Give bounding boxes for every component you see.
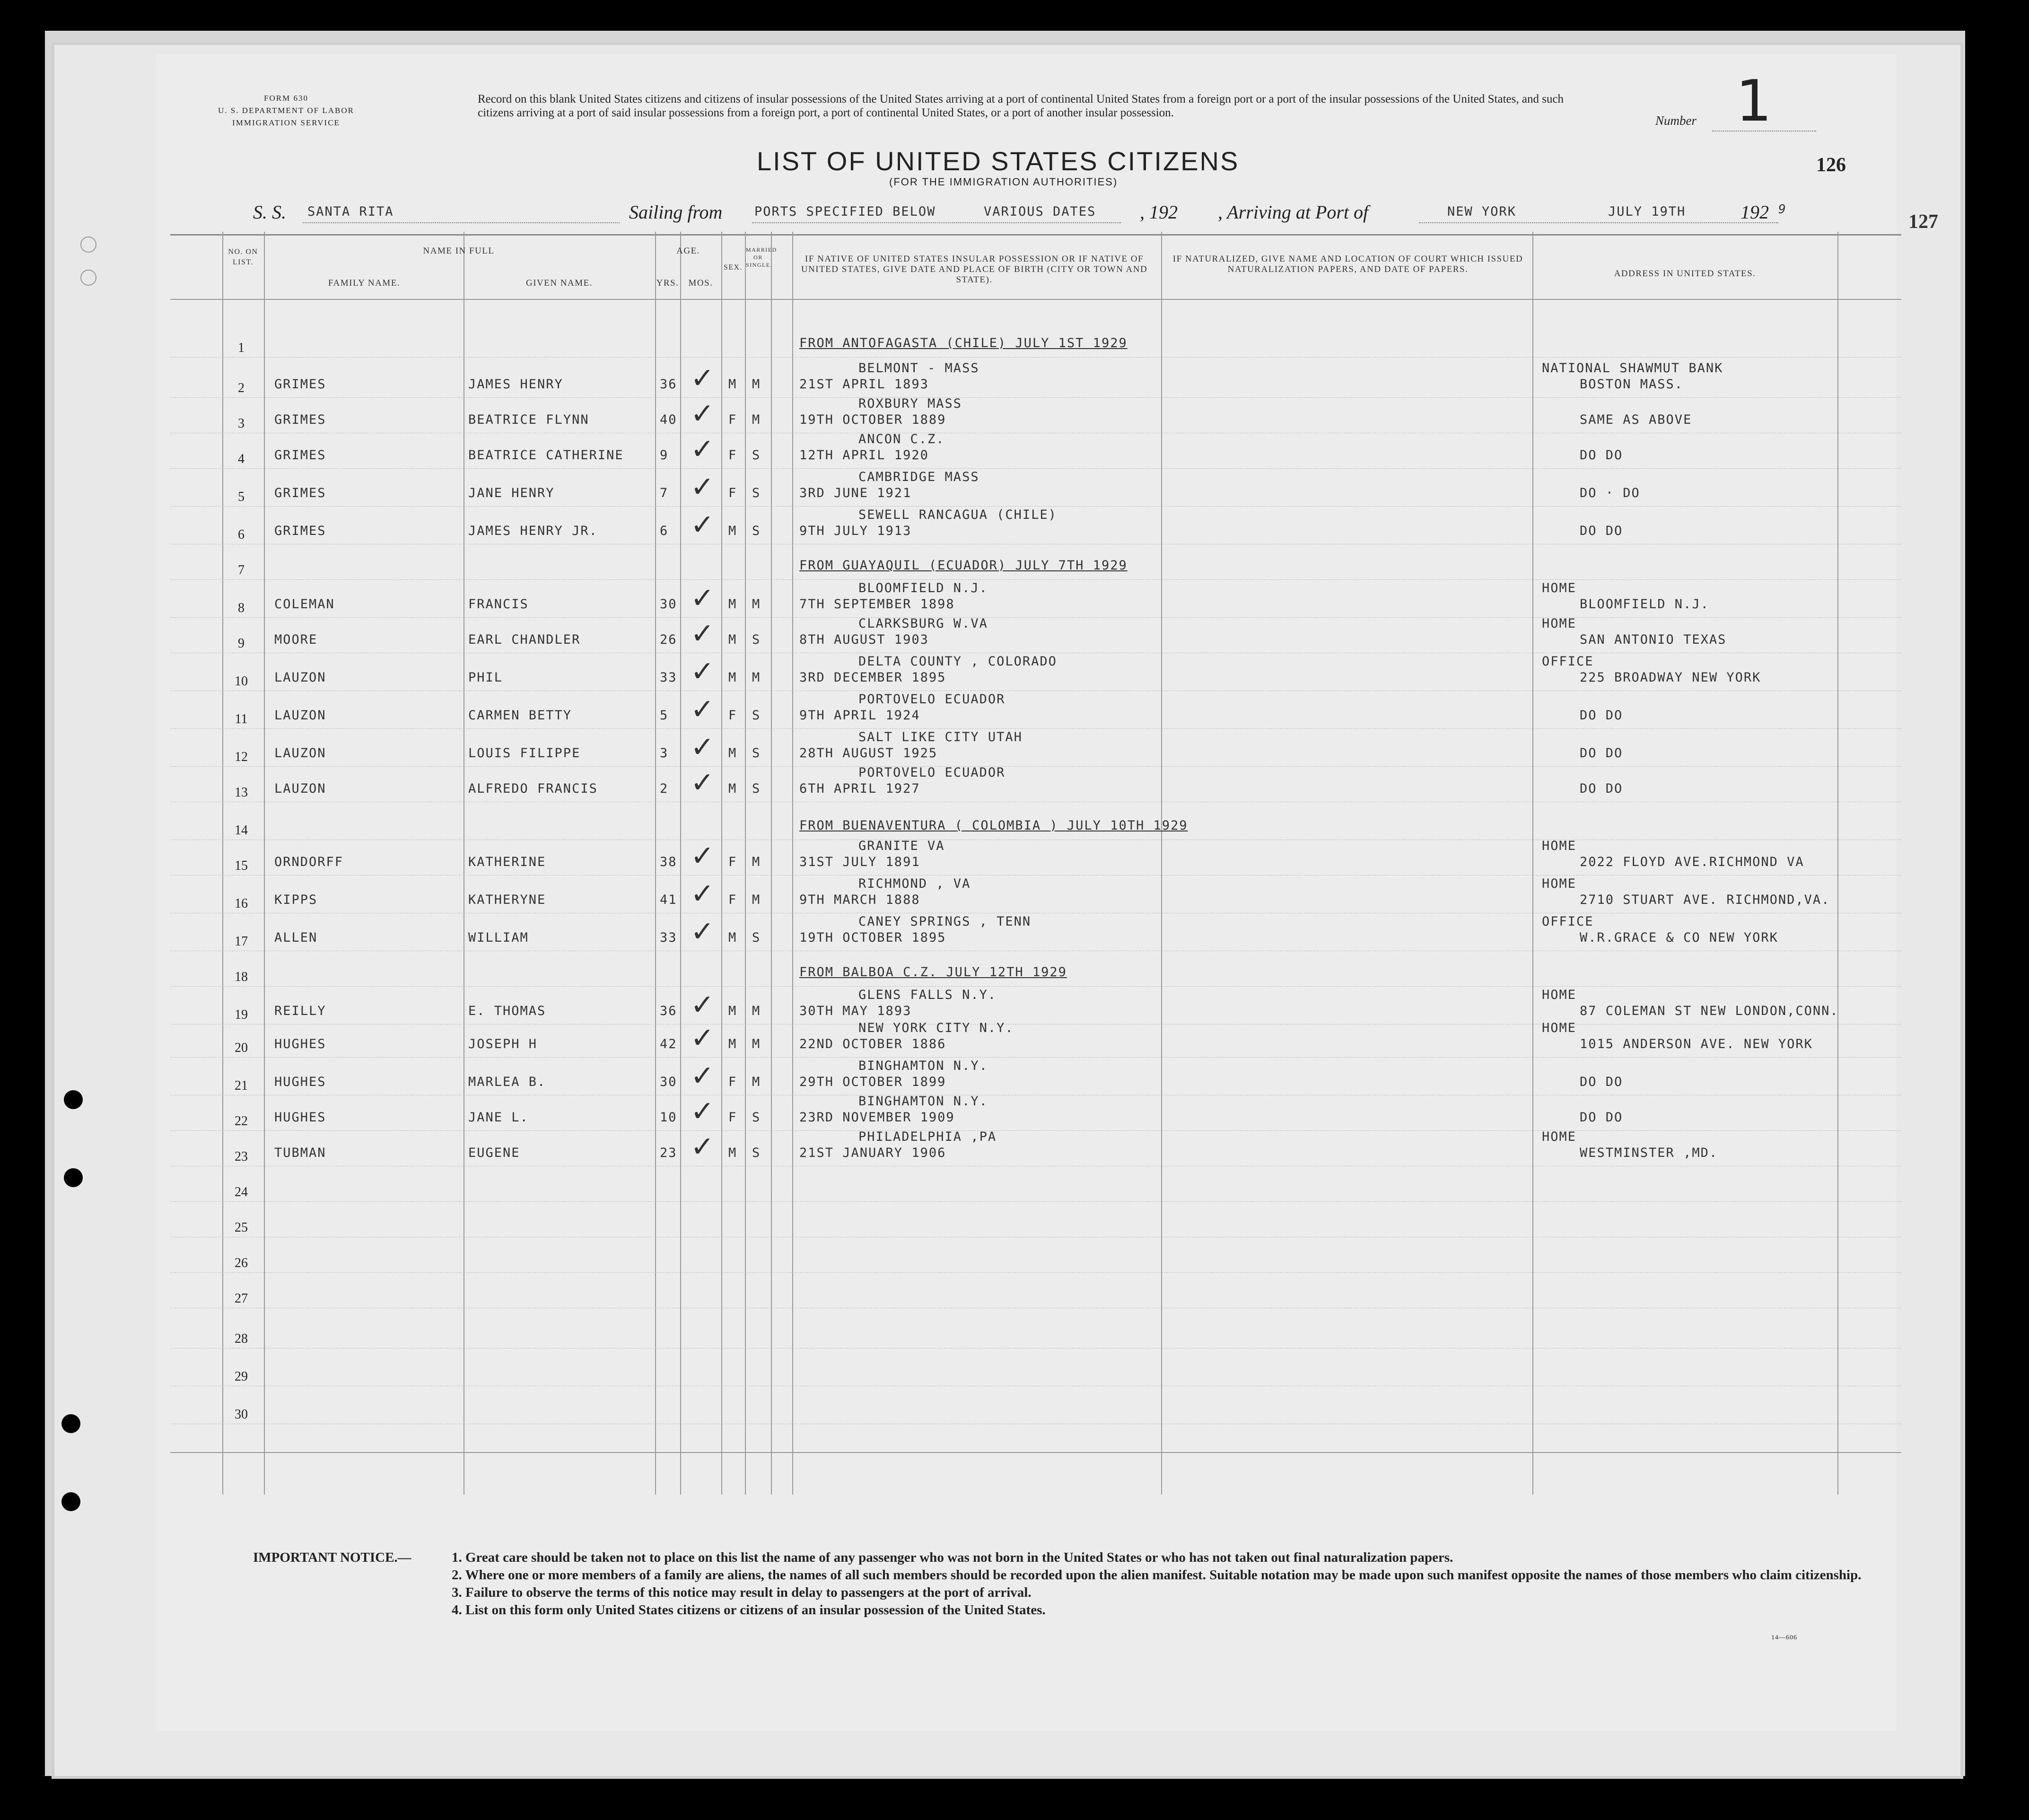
col-address: ADDRESS IN UNITED STATES. bbox=[1614, 269, 1756, 279]
given-name: JOSEPH H bbox=[468, 1037, 538, 1051]
address-line-1: OFFICE bbox=[1542, 914, 1594, 929]
col-sex: SEX. bbox=[723, 263, 743, 271]
col-no: NO. ON LIST. bbox=[228, 248, 258, 266]
punch-hole bbox=[80, 236, 96, 253]
given-name: PHIL bbox=[468, 670, 503, 685]
birth-place: BELMONT - MASS bbox=[858, 361, 980, 376]
col-married: MARRIED OR SINGLE. bbox=[746, 246, 777, 268]
row-rule bbox=[170, 1130, 1901, 1131]
sex: F bbox=[728, 1075, 737, 1089]
age-years: 5 bbox=[660, 708, 669, 723]
family-name: LAUZON bbox=[274, 670, 326, 685]
birth-date: 9TH MARCH 1888 bbox=[799, 892, 920, 907]
address-line-1: HOME bbox=[1542, 876, 1577, 891]
given-name: JANE L. bbox=[468, 1110, 529, 1125]
check-mark: ✓ bbox=[691, 1130, 715, 1164]
marital-status: S bbox=[752, 486, 761, 500]
address-line-1: HOME bbox=[1542, 581, 1577, 595]
row-number: 13 bbox=[235, 785, 248, 800]
notice-item: 3. Failure to observe the terms of this notice may result in delay to passengers at the port of arrival. bbox=[452, 1585, 1032, 1600]
address-line-2: BOSTON MASS. bbox=[1580, 377, 1684, 392]
sex: M bbox=[728, 377, 737, 392]
address-line-2: DO DO bbox=[1580, 524, 1623, 538]
row-number: 5 bbox=[238, 490, 245, 504]
given-name: KATHERYNE bbox=[468, 892, 546, 907]
family-name: LAUZON bbox=[274, 746, 326, 761]
marital-status: M bbox=[752, 855, 761, 869]
sailing-dates: VARIOUS DATES bbox=[984, 204, 1096, 219]
given-name: BEATRICE FLYNN bbox=[468, 412, 589, 427]
birth-place: CANEY SPRINGS , TENN bbox=[858, 914, 1032, 929]
notice-lead: IMPORTANT NOTICE.— bbox=[253, 1550, 411, 1565]
sex: M bbox=[728, 1037, 737, 1051]
birth-place: PORTOVELO ECUADOR bbox=[858, 765, 1006, 780]
birth-date: 12TH APRIL 1920 bbox=[799, 448, 929, 463]
row-number: 4 bbox=[238, 452, 245, 466]
age-years: 7 bbox=[660, 486, 669, 500]
age-years: 10 bbox=[660, 1110, 677, 1125]
family-name: HUGHES bbox=[274, 1110, 326, 1125]
row-number: 18 bbox=[235, 970, 248, 984]
arrival-port: NEW YORK bbox=[1447, 204, 1517, 219]
age-years: 42 bbox=[660, 1037, 677, 1051]
col-yrs: YRS. bbox=[656, 278, 679, 288]
row-rule bbox=[170, 357, 1901, 358]
family-name: GRIMES bbox=[274, 448, 326, 463]
row-number: 20 bbox=[235, 1041, 248, 1055]
sex: F bbox=[728, 486, 737, 500]
birth-place: SALT LIKE CITY UTAH bbox=[858, 730, 1023, 744]
row-number: 24 bbox=[235, 1185, 248, 1199]
address-line-2: DO DO bbox=[1580, 781, 1623, 796]
notice-item: 4. List on this form only United States citizens or citizens of an insular possession of the United States. bbox=[452, 1602, 1046, 1618]
sailing-from: PORTS SPECIFIED BELOW bbox=[754, 204, 936, 219]
check-mark: ✓ bbox=[691, 362, 715, 395]
sex: M bbox=[728, 1004, 737, 1018]
row-number: 22 bbox=[235, 1114, 248, 1129]
page-title: LIST OF UNITED STATES CITIZENS bbox=[757, 146, 1240, 176]
col-family: FAMILY NAME. bbox=[328, 278, 401, 288]
punch-hole bbox=[61, 1492, 80, 1511]
number-label: Number bbox=[1655, 114, 1697, 128]
birth-date: 21ST APRIL 1893 bbox=[799, 377, 929, 392]
arrival-year-digit: 9 bbox=[1778, 202, 1787, 217]
page-number-under: 127 bbox=[1908, 211, 1938, 233]
birth-date: 3RD JUNE 1921 bbox=[799, 486, 912, 500]
given-name: MARLEA B. bbox=[468, 1075, 546, 1089]
form-code: 14—606 bbox=[1771, 1634, 1797, 1641]
arrival-year: 192 bbox=[1740, 201, 1769, 223]
sailing-label: Sailing from bbox=[629, 201, 723, 223]
row-rule bbox=[170, 579, 1901, 580]
row-number: 12 bbox=[235, 750, 248, 764]
address-line-1: NATIONAL SHAWMUT BANK bbox=[1542, 361, 1723, 376]
birth-place: BINGHAMTON N.Y. bbox=[858, 1094, 988, 1109]
family-name: TUBMAN bbox=[274, 1146, 326, 1160]
sex: F bbox=[728, 855, 737, 869]
row-number: 16 bbox=[235, 896, 248, 911]
sex: M bbox=[728, 746, 737, 761]
birth-date: 21ST JANUARY 1906 bbox=[799, 1146, 946, 1160]
row-number: 29 bbox=[235, 1369, 248, 1384]
row-rule bbox=[170, 1272, 1901, 1273]
given-name: JANE HENRY bbox=[468, 486, 555, 500]
birth-place: DELTA COUNTY , COLORADO bbox=[858, 654, 1057, 669]
given-name: EUGENE bbox=[468, 1146, 520, 1160]
birth-date: 7TH SEPTEMBER 1898 bbox=[799, 597, 955, 612]
col-age: AGE. bbox=[676, 246, 700, 256]
sex: M bbox=[728, 524, 737, 538]
birth-place: PORTOVELO ECUADOR bbox=[858, 692, 1006, 707]
birth-date: 19TH OCTOBER 1889 bbox=[799, 412, 946, 427]
marital-status: M bbox=[752, 670, 761, 685]
row-number: 23 bbox=[235, 1149, 248, 1164]
col-name: NAME IN FULL bbox=[423, 246, 495, 256]
family-name: HUGHES bbox=[274, 1075, 326, 1089]
row-rule bbox=[170, 506, 1901, 507]
row-rule bbox=[170, 617, 1901, 618]
record-note: Record on this blank United States citizens and citizens of insular possessions of the United States arriving at a port of continental United States from a foreign port or a port of the insular possessions of the United States, and such citizens arriving at a port of said insular possessions from a foreign port, a port of continental United States, or a port of another insular possession. bbox=[478, 93, 1564, 119]
number-field bbox=[1655, 69, 1772, 134]
birth-place: CLARKSBURG W.VA bbox=[858, 616, 988, 631]
col-mos: MOS. bbox=[688, 278, 713, 288]
section-heading: FROM BALBOA C.Z. JULY 12TH 1929 bbox=[799, 965, 1067, 980]
form-number: FORM 630 bbox=[264, 94, 308, 103]
row-rule bbox=[170, 1201, 1901, 1202]
birth-date: 29TH OCTOBER 1899 bbox=[799, 1075, 946, 1089]
address-line-2: DO DO bbox=[1580, 746, 1623, 761]
col-naturalized: IF NATURALIZED, GIVE NAME AND LOCATION OF COURT WHICH ISSUED NATURALIZATION PAPERS, AND DATE OF PAPERS. bbox=[1172, 254, 1523, 274]
address-line-2: 2710 STUART AVE. RICHMOND,VA. bbox=[1580, 892, 1830, 907]
marital-status: S bbox=[752, 781, 761, 796]
check-mark: ✓ bbox=[691, 508, 715, 542]
row-rule bbox=[170, 397, 1901, 398]
notice-item: 2. Where one or more members of a family are aliens, the names of all such members should be recorded upon the alien manifest. Suitable notation may be made upon such manifest opposite the names of those members who claim citizenship. bbox=[452, 1567, 1862, 1583]
punch-hole bbox=[61, 1414, 80, 1433]
family-name: ORNDORFF bbox=[274, 855, 344, 869]
address-line-2: 1015 ANDERSON AVE. NEW YORK bbox=[1580, 1037, 1813, 1051]
age-years: 9 bbox=[660, 448, 669, 463]
marital-status: M bbox=[752, 1004, 761, 1018]
year-prefix: , 192 bbox=[1140, 201, 1178, 223]
address-line-2: SAN ANTONIO TEXAS bbox=[1580, 632, 1727, 647]
row-number: 25 bbox=[235, 1220, 248, 1235]
address-line-2: W.R.GRACE & CO NEW YORK bbox=[1580, 930, 1778, 945]
address-line-2: WESTMINSTER ,MD. bbox=[1580, 1146, 1718, 1160]
row-rule bbox=[170, 728, 1901, 729]
check-mark: ✓ bbox=[691, 433, 715, 466]
check-mark: ✓ bbox=[691, 582, 715, 615]
family-name: KIPPS bbox=[274, 892, 318, 907]
birth-place: PHILADELPHIA ,PA bbox=[858, 1129, 997, 1144]
address-line-1: OFFICE bbox=[1542, 654, 1594, 669]
check-mark: ✓ bbox=[691, 1022, 715, 1055]
given-name: ALFREDO FRANCIS bbox=[468, 781, 598, 796]
marital-status: S bbox=[752, 708, 761, 723]
row-rule bbox=[170, 986, 1901, 987]
age-years: 6 bbox=[660, 524, 669, 538]
birth-date: 9TH JULY 1913 bbox=[799, 524, 912, 538]
given-name: KATHERINE bbox=[468, 855, 546, 869]
address-line-2: DO DO bbox=[1580, 1110, 1623, 1125]
age-years: 26 bbox=[660, 632, 677, 647]
notice-item: 1. Great care should be taken not to place on this list the name of any passenger who was not born in the United States or who has not taken out final naturalization papers. bbox=[452, 1550, 1453, 1565]
marital-status: S bbox=[752, 930, 761, 945]
birth-place: BINGHAMTON N.Y. bbox=[858, 1059, 988, 1073]
page-subtitle: (FOR THE IMMIGRATION AUTHORITIES) bbox=[889, 176, 1118, 188]
col-given: GIVEN NAME. bbox=[525, 278, 593, 288]
check-mark: ✓ bbox=[691, 989, 715, 1022]
sex: M bbox=[728, 1146, 737, 1160]
birth-date: 28TH AUGUST 1925 bbox=[799, 746, 938, 761]
family-name: LAUZON bbox=[274, 781, 326, 796]
birth-place: NEW YORK CITY N.Y. bbox=[858, 1021, 1014, 1035]
address-line-2: DO DO bbox=[1580, 708, 1623, 723]
birth-date: 6TH APRIL 1927 bbox=[799, 781, 920, 796]
age-years: 23 bbox=[660, 1146, 677, 1160]
age-years: 2 bbox=[660, 781, 669, 796]
birth-place: BLOOMFIELD N.J. bbox=[858, 581, 988, 595]
marital-status: M bbox=[752, 377, 761, 392]
birth-date: 30TH MAY 1893 bbox=[799, 1004, 912, 1018]
address-line-1: HOME bbox=[1542, 988, 1577, 1002]
check-mark: ✓ bbox=[691, 1095, 715, 1128]
sex: F bbox=[728, 448, 737, 463]
age-years: 3 bbox=[660, 746, 669, 761]
birth-date: 22ND OCTOBER 1886 bbox=[799, 1037, 946, 1051]
sex: F bbox=[728, 708, 737, 723]
check-mark: ✓ bbox=[691, 397, 715, 430]
address-line-1: HOME bbox=[1542, 1129, 1577, 1144]
row-number: 14 bbox=[235, 823, 248, 838]
address-line-2: 2022 FLOYD AVE.RICHMOND VA bbox=[1580, 855, 1804, 869]
age-years: 33 bbox=[660, 930, 677, 945]
birth-date: 9TH APRIL 1924 bbox=[799, 708, 920, 723]
age-years: 38 bbox=[660, 855, 677, 869]
check-mark: ✓ bbox=[691, 617, 715, 650]
family-name: ALLEN bbox=[274, 930, 318, 945]
given-name: JAMES HENRY bbox=[468, 377, 563, 392]
age-years: 36 bbox=[660, 1004, 677, 1018]
birth-place: ROXBURY MASS bbox=[858, 396, 962, 411]
row-number: 7 bbox=[238, 563, 245, 578]
punch-hole bbox=[64, 1168, 83, 1187]
punch-hole bbox=[64, 1090, 83, 1109]
birth-date: 3RD DECEMBER 1895 bbox=[799, 670, 946, 685]
birth-place: SEWELL RANCAGUA (CHILE) bbox=[858, 508, 1057, 522]
section-heading: FROM BUENAVENTURA ( COLOMBIA ) JULY 10TH 1929 bbox=[799, 818, 1188, 833]
row-number: 1 bbox=[238, 341, 245, 355]
service: IMMIGRATION SERVICE bbox=[232, 118, 340, 127]
form-header bbox=[163, 92, 409, 129]
age-years: 30 bbox=[660, 1075, 677, 1089]
ss-label: S. S. bbox=[253, 201, 286, 223]
age-years: 30 bbox=[660, 597, 677, 612]
row-number: 10 bbox=[235, 674, 248, 689]
row-number: 28 bbox=[235, 1331, 248, 1346]
row-rule bbox=[170, 468, 1901, 469]
marital-status: S bbox=[752, 746, 761, 761]
address-line-1: HOME bbox=[1542, 1021, 1577, 1035]
sex: F bbox=[728, 1110, 737, 1125]
given-name: BEATRICE CATHERINE bbox=[468, 448, 624, 463]
given-name: EARL CHANDLER bbox=[468, 632, 581, 647]
row-number: 30 bbox=[235, 1407, 248, 1422]
check-mark: ✓ bbox=[691, 693, 715, 726]
row-number: 26 bbox=[235, 1256, 248, 1270]
family-name: HUGHES bbox=[274, 1037, 326, 1051]
age-years: 33 bbox=[660, 670, 677, 685]
address-line-2: 87 COLEMAN ST NEW LONDON,CONN. bbox=[1580, 1004, 1839, 1018]
row-number: 8 bbox=[238, 601, 245, 615]
row-number: 17 bbox=[235, 934, 248, 949]
given-name: WILLIAM bbox=[468, 930, 529, 945]
row-number: 21 bbox=[235, 1078, 248, 1093]
department: U. S. DEPARTMENT OF LABOR bbox=[218, 106, 354, 115]
number-value: 1 bbox=[1736, 69, 1772, 134]
check-mark: ✓ bbox=[691, 766, 715, 799]
sex: M bbox=[728, 597, 737, 612]
birth-place: ANCON C.Z. bbox=[858, 432, 945, 446]
marital-status: S bbox=[752, 1146, 761, 1160]
notice-list bbox=[452, 1549, 2029, 1619]
punch-hole bbox=[80, 270, 96, 286]
birth-place: GRANITE VA bbox=[858, 839, 945, 853]
address-line-2: DO · DO bbox=[1580, 486, 1640, 500]
section-heading: FROM ANTOFAGASTA (CHILE) JULY 1ST 1929 bbox=[799, 336, 1128, 350]
ship-name: SANTA RITA bbox=[307, 204, 394, 219]
given-name: FRANCIS bbox=[468, 597, 529, 612]
row-number: 11 bbox=[235, 712, 248, 726]
given-name: CARMEN BETTY bbox=[468, 708, 572, 723]
address-line-1: HOME bbox=[1542, 616, 1577, 631]
page-number: 126 bbox=[1816, 154, 1846, 176]
given-name: JAMES HENRY JR. bbox=[468, 524, 598, 538]
family-name: GRIMES bbox=[274, 377, 326, 392]
row-number: 15 bbox=[235, 858, 248, 873]
row-rule bbox=[170, 766, 1901, 767]
marital-status: S bbox=[752, 524, 761, 538]
address-line-1: HOME bbox=[1542, 839, 1577, 853]
family-name: LAUZON bbox=[274, 708, 326, 723]
birth-place: CAMBRIDGE MASS bbox=[858, 470, 980, 484]
row-number: 3 bbox=[238, 416, 245, 431]
section-heading: FROM GUAYAQUIL (ECUADOR) JULY 7TH 1929 bbox=[799, 558, 1128, 573]
check-mark: ✓ bbox=[691, 1059, 715, 1093]
col-native: IF NATIVE OF UNITED STATES INSULAR POSSESSION OR IF NATIVE OF UNITED STATES, GIVE DATE AND PLACE OF BIRTH (CITY OR TOWN AND STATE). bbox=[801, 254, 1148, 285]
check-mark: ✓ bbox=[691, 655, 715, 688]
birth-date: 19TH OCTOBER 1895 bbox=[799, 930, 946, 945]
sex: M bbox=[728, 632, 737, 647]
family-name: GRIMES bbox=[274, 412, 326, 427]
birth-date: 23RD NOVEMBER 1909 bbox=[799, 1110, 955, 1125]
sex: M bbox=[728, 781, 737, 796]
family-name: GRIMES bbox=[274, 524, 326, 538]
row-number: 2 bbox=[238, 381, 245, 395]
check-mark: ✓ bbox=[691, 840, 715, 873]
check-mark: ✓ bbox=[691, 915, 715, 948]
given-name: LOUIS FILIPPE bbox=[468, 746, 581, 761]
address-line-2: SAME AS ABOVE bbox=[1580, 412, 1692, 427]
address-line-2: BLOOMFIELD N.J. bbox=[1580, 597, 1709, 612]
birth-place: GLENS FALLS N.Y. bbox=[858, 988, 997, 1002]
check-mark: ✓ bbox=[691, 877, 715, 910]
arrival-date: JULY 19TH bbox=[1608, 204, 1686, 219]
family-name: GRIMES bbox=[274, 486, 326, 500]
address-line-2: 225 BROADWAY NEW YORK bbox=[1580, 670, 1761, 685]
marital-status: M bbox=[752, 1037, 761, 1051]
age-years: 36 bbox=[660, 377, 677, 392]
marital-status: S bbox=[752, 448, 761, 463]
family-name: MOORE bbox=[274, 632, 318, 647]
sex: M bbox=[728, 670, 737, 685]
arriving-label: , Arriving at Port of bbox=[1218, 201, 1369, 223]
marital-status: S bbox=[752, 632, 761, 647]
sex: F bbox=[728, 412, 737, 427]
check-mark: ✓ bbox=[691, 731, 715, 764]
marital-status: M bbox=[752, 892, 761, 907]
birth-date: 31ST JULY 1891 bbox=[799, 855, 920, 869]
marital-status: M bbox=[752, 1075, 761, 1089]
marital-status: S bbox=[752, 1110, 761, 1125]
sex: M bbox=[728, 930, 737, 945]
family-name: REILLY bbox=[274, 1004, 326, 1018]
row-rule bbox=[170, 1057, 1901, 1058]
birth-date: 8TH AUGUST 1903 bbox=[799, 632, 929, 647]
marital-status: M bbox=[752, 412, 761, 427]
birth-place: RICHMOND , VA bbox=[858, 876, 971, 891]
row-number: 9 bbox=[238, 636, 245, 651]
marital-status: M bbox=[752, 597, 761, 612]
age-years: 40 bbox=[660, 412, 677, 427]
age-years: 41 bbox=[660, 892, 677, 907]
address-line-2: DO DO bbox=[1580, 448, 1623, 463]
address-line-2: DO DO bbox=[1580, 1075, 1623, 1089]
sex: F bbox=[728, 892, 737, 907]
check-mark: ✓ bbox=[691, 471, 715, 504]
row-number: 19 bbox=[235, 1007, 248, 1022]
row-number: 6 bbox=[238, 527, 245, 542]
given-name: E. THOMAS bbox=[468, 1004, 546, 1018]
row-number: 27 bbox=[235, 1291, 248, 1306]
family-name: COLEMAN bbox=[274, 597, 335, 612]
